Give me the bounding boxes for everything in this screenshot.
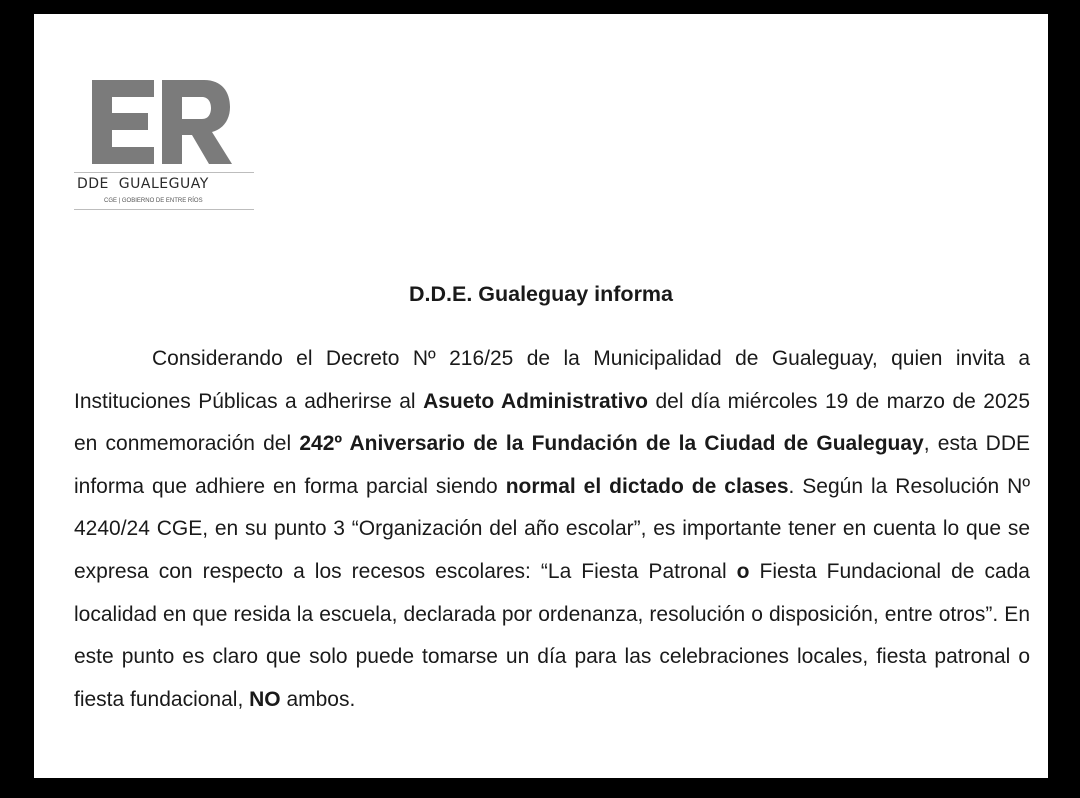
text-run: del día miércoles 19 de marzo de 2025 en conmemoración del: [74, 389, 1031, 456]
logo-divider-top: [74, 172, 254, 173]
logo-subtitle: CGE | GOBIERNO DE ENTRE RÍOS: [104, 198, 203, 204]
text-run: Considerando el Decreto Nº 216/25 de la Municipalidad de Gualeguay, quien invita a Instituciones Públicas a adherirse al: [74, 347, 1030, 413]
logo-name: DDE GUALEGUAY: [77, 176, 209, 192]
bold-text-run: 242º Aniversario de la Fundación de la Ciudad de Gualeguay: [299, 432, 924, 456]
body-paragraph: [74, 338, 1030, 721]
document-page: [34, 14, 1048, 778]
logo-divider-bottom: [74, 209, 254, 210]
document-heading: D.D.E. Gualeguay informa: [408, 282, 674, 306]
er-logo-mark: [92, 80, 232, 164]
bold-text-run: o: [736, 559, 750, 583]
text-run: Fiesta Fundacional de cada localidad en que resida la escuela, declarada por ordenanza, resolución o disposición, entre otros”. En este punto es claro que solo puede tomarse un día para las celebraciones locales, fiesta patronal o fiesta fundacional,: [74, 559, 1030, 711]
bold-text-run: NO: [249, 687, 281, 711]
bold-text-run: normal el dictado de clases: [505, 474, 789, 498]
bold-text-run: Asueto Administrativo: [423, 389, 648, 413]
dde-gualeguay-logo: [74, 80, 256, 212]
text-run: ambos.: [280, 687, 356, 711]
text-run: . Según la Resolución Nº 4240/24 CGE, en su punto 3 “Organización del año escolar”, es importante tener en cuenta lo que se expresa con respecto a los recesos escolares: “La Fiesta Patronal: [74, 474, 1031, 583]
text-run: , esta DDE informa que adhiere en forma parcial siendo: [74, 432, 1030, 498]
